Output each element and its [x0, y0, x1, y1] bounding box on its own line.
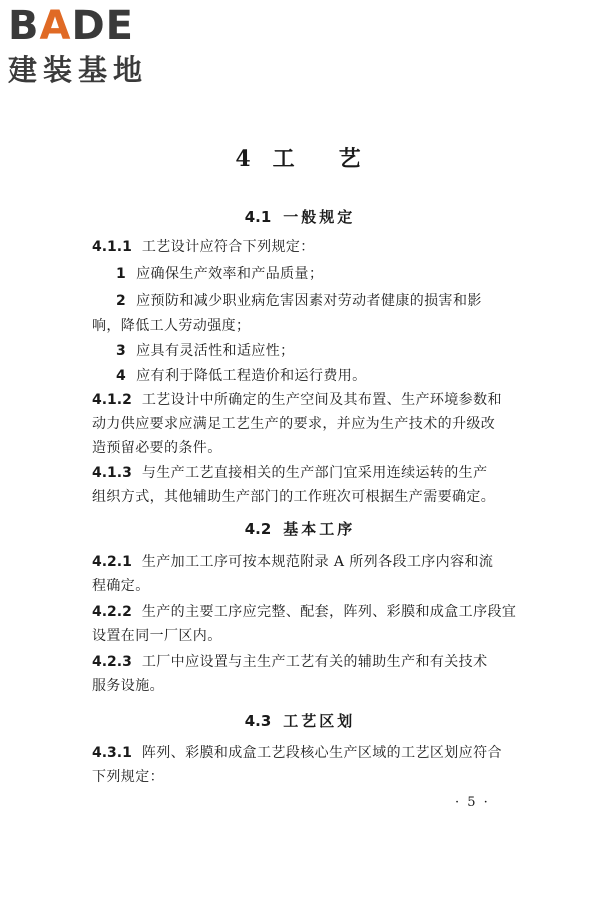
clause-4-2-2: 4.2.2 生产的主要工序应完整、配套，阵列、彩膜和成盒工序段宜	[92, 604, 517, 620]
list-item: 1 应确保生产效率和产品质量；	[116, 266, 324, 282]
list-item: 2 应预防和减少职业病危害因素对劳动者健康的损害和影	[116, 293, 482, 309]
clause-4-2-3: 4.2.3 工厂中应设置与主生产工艺有关的辅助生产和有关技术	[92, 654, 488, 670]
chapter-title: 4 工 艺	[235, 146, 365, 172]
clause-continuation: 下列规定：	[92, 769, 164, 785]
clause-4-1-2: 4.1.2 工艺设计中所确定的生产空间及其布置、生产环境参数和	[92, 392, 502, 408]
clause-4-1-3: 4.1.3 与生产工艺直接相关的生产部门宜采用连续运转的生产	[92, 465, 488, 481]
clause-4-3-1: 4.3.1 阵列、彩膜和成盒工艺段核心生产区域的工艺区划应符合	[92, 745, 502, 761]
section-title-4-3: 4.3 工艺区划	[244, 712, 356, 730]
page-number: · 5 ·	[455, 795, 490, 810]
clause-continuation: 造预留必要的条件。	[92, 440, 222, 456]
list-item: 4 应有利于降低工程造价和运行费用。	[116, 368, 367, 384]
logo-wordmark: BADE	[8, 3, 134, 49]
clause-4-1-1: 4.1.1 工艺设计应符合下列规定：	[92, 239, 315, 255]
logo-chinese: 建装基地	[8, 53, 149, 87]
clause-4-2-1: 4.2.1 生产加工工序可按本规范附录 A 所列各段工序内容和流	[92, 554, 494, 570]
section-title-4-2: 4.2 基本工序	[244, 520, 356, 538]
list-item-continuation: 响，降低工人劳动强度；	[92, 318, 251, 334]
clause-continuation: 服务设施。	[92, 678, 164, 694]
publisher-logo	[8, 4, 178, 88]
section-title-4-1: 4.1 一般规定	[244, 208, 356, 226]
list-item: 3 应具有灵活性和适应性；	[116, 343, 295, 359]
clause-continuation: 动力供应要求应满足工艺生产的要求，并应为生产技术的升级改	[92, 416, 496, 432]
clause-continuation: 组织方式，其他辅助生产部门的工作班次可根据生产需要确定。	[92, 489, 496, 505]
clause-continuation: 设置在同一厂区内。	[92, 628, 222, 644]
clause-continuation: 程确定。	[92, 578, 150, 594]
